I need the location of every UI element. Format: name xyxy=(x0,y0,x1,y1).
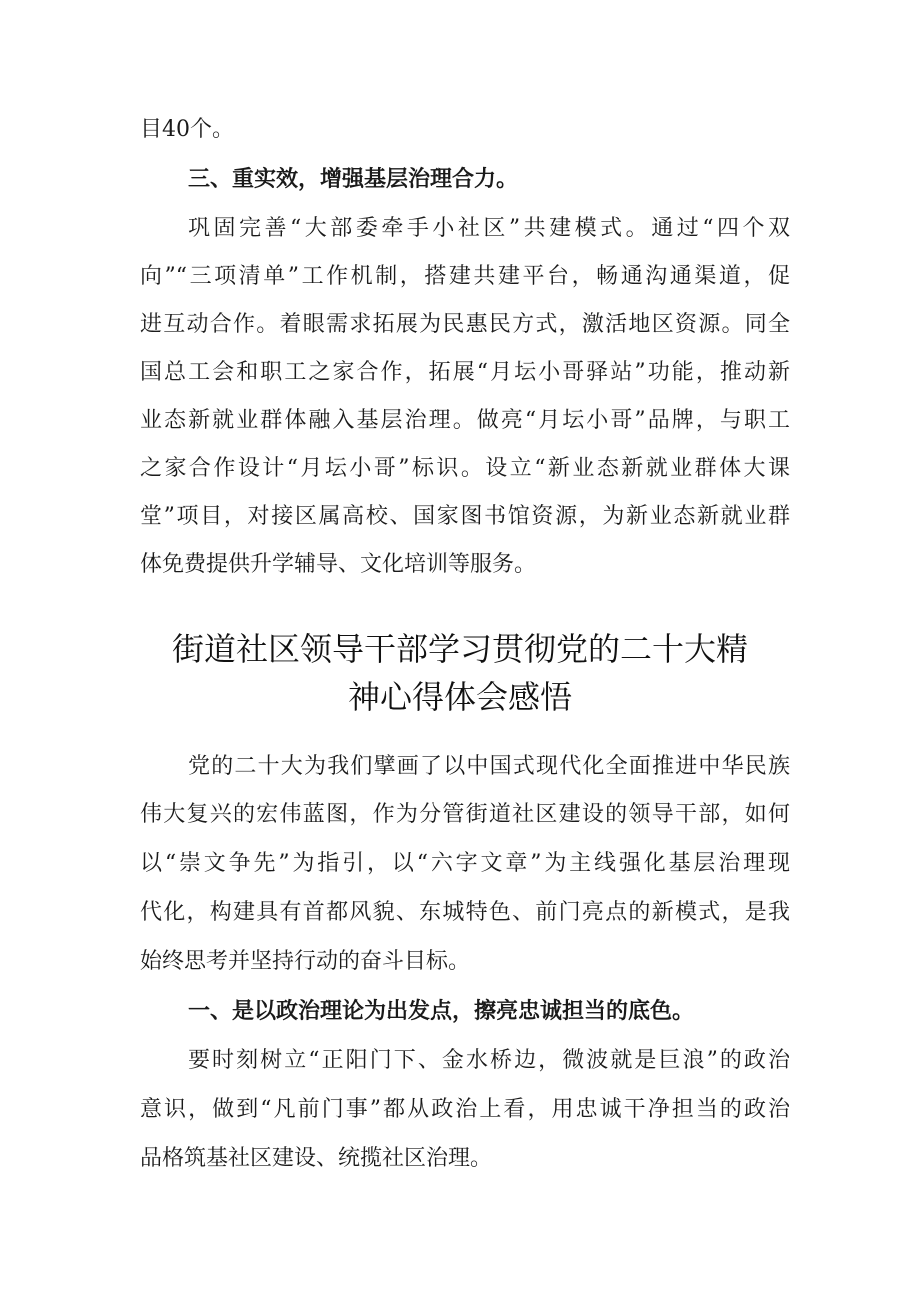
paragraph-line: 意识，做到“凡前门事”都从政治上看，用忠诚干净担当的政治 xyxy=(140,1097,790,1122)
paragraph-line: 伟大复兴的宏伟蓝图，作为分管街道社区建设的领导干部，如何 xyxy=(140,802,790,827)
section-heading-3: 三、重实效，增强基层治理合力。 xyxy=(188,167,519,192)
paragraph-line: 目40个。 xyxy=(140,117,234,142)
paragraph-line: 以“崇文争先”为指引，以“六字文章”为主线强化基层治理现 xyxy=(140,851,790,876)
paragraph-line: 党的二十大为我们擘画了以中国式现代化全面推进中华民族 xyxy=(188,754,790,779)
paragraph-line: 向”“三项清单”工作机制，搭建共建平台，畅通沟通渠道，促 xyxy=(140,264,790,289)
paragraph-line: 堂”项目，对接区属高校、国家图书馆资源，为新业态新就业群 xyxy=(140,504,790,529)
article-title-line-2: 神心得体会感悟 xyxy=(347,678,572,716)
paragraph-line: 业态新就业群体融入基层治理。做亮“月坛小哥”品牌，与职工 xyxy=(140,408,790,433)
paragraph-line: 巩固完善“大部委牵手小社区”共建模式。通过“四个双 xyxy=(188,216,790,241)
paragraph-line: 体免费提供升学辅导、文化培训等服务。 xyxy=(140,552,537,577)
paragraph-line: 始终思考并坚持行动的奋斗目标。 xyxy=(140,949,471,974)
paragraph-line: 代化，构建具有首都风貌、东城特色、前门亮点的新模式，是我 xyxy=(140,900,790,925)
section-heading-1: 一、是以政治理论为出发点，擦亮忠诚担当的底色。 xyxy=(188,999,695,1024)
article-title-line-1: 街道社区领导干部学习贯彻党的二十大精 xyxy=(171,630,748,668)
paragraph-line: 品格筑基社区建设、统揽社区治理。 xyxy=(140,1146,493,1171)
paragraph-line: 进互动合作。着眼需求拓展为民惠民方式，激活地区资源。同全 xyxy=(140,312,790,337)
paragraph-line: 要时刻树立“正阳门下、金水桥边，微波就是巨浪”的政治 xyxy=(188,1048,790,1073)
paragraph-line: 之家合作设计“月坛小哥”标识。设立“新业态新就业群体大课 xyxy=(140,456,790,481)
paragraph-line: 国总工会和职工之家合作，拓展“月坛小哥驿站”功能，推动新 xyxy=(140,360,790,385)
